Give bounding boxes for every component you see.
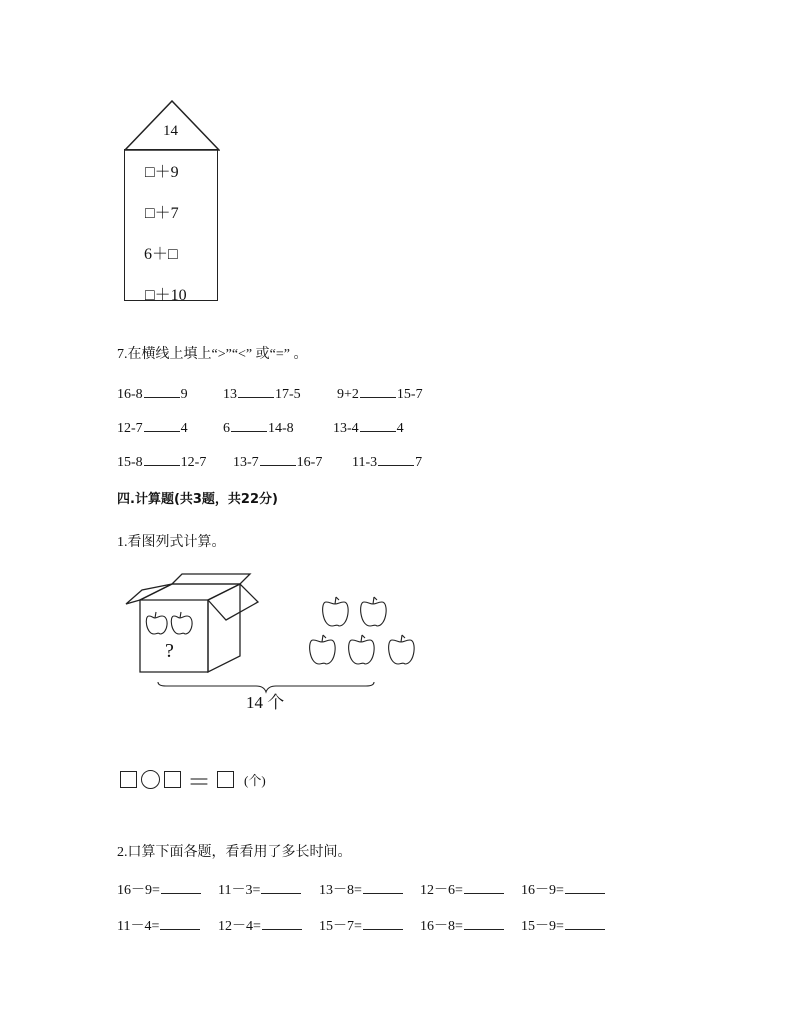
answer-blank[interactable] xyxy=(261,881,301,894)
q2-item: 16－8= xyxy=(420,917,505,934)
unit-label: (个) xyxy=(244,773,266,788)
q7-item: 13-7 16-7 xyxy=(233,455,323,470)
house-line: □＋9 xyxy=(145,164,179,181)
answer-box[interactable] xyxy=(217,771,234,788)
q7-title: 7.在横线上填上“>”“<” 或“=” 。 xyxy=(117,347,308,362)
q7-item: 13 17-5 xyxy=(223,387,301,402)
q7-item: 15-8 12-7 xyxy=(117,455,207,470)
house-line: □＋7 xyxy=(145,205,179,222)
answer-blank[interactable] xyxy=(378,453,414,466)
q2-item: 13－8= xyxy=(319,881,404,898)
answer-blank[interactable] xyxy=(464,917,504,930)
answer-blank[interactable] xyxy=(363,881,403,894)
q7-item: 11-3 7 xyxy=(352,455,423,470)
answer-blank[interactable] xyxy=(464,881,504,894)
equals-sign: ＝ xyxy=(187,770,211,796)
q2-item: 11－4= xyxy=(117,917,201,934)
total-brace xyxy=(156,680,376,694)
answer-blank[interactable] xyxy=(260,453,296,466)
q2-item: 16－9= xyxy=(521,881,606,898)
answer-blank[interactable] xyxy=(565,881,605,894)
answer-blank[interactable] xyxy=(231,419,267,432)
q7-item: 12-7 4 xyxy=(117,421,188,436)
answer-blank[interactable] xyxy=(262,917,302,930)
q1-title: 1.看图列式计算。 xyxy=(117,535,226,550)
apples-illustration xyxy=(306,594,426,670)
house-body xyxy=(124,149,218,304)
house-line: 6＋□ xyxy=(144,246,178,263)
answer-box[interactable] xyxy=(120,771,137,788)
answer-blank[interactable] xyxy=(161,881,201,894)
answer-blank[interactable] xyxy=(363,917,403,930)
house-line: □＋10 xyxy=(145,287,187,304)
box-question-mark: ? xyxy=(165,640,174,662)
q2-item: 11－3= xyxy=(218,881,302,898)
answer-blank[interactable] xyxy=(144,385,180,398)
q7-item: 9+2 15-7 xyxy=(337,387,423,402)
total-label: 14 个 xyxy=(246,693,285,712)
q2-title: 2.口算下面各题，看看用了多长时间。 xyxy=(117,845,352,860)
q2-item: 16－9= xyxy=(117,881,202,898)
answer-blank[interactable] xyxy=(565,917,605,930)
answer-blank[interactable] xyxy=(144,453,180,466)
answer-blank[interactable] xyxy=(360,419,396,432)
equation-row xyxy=(120,762,266,797)
q7-item: 6 14-8 xyxy=(223,421,294,436)
section-heading: 四.计算题(共3题，共22分) xyxy=(117,492,278,507)
answer-blank[interactable] xyxy=(144,419,180,432)
answer-blank[interactable] xyxy=(238,385,274,398)
q2-item: 12－4= xyxy=(218,917,303,934)
answer-box[interactable] xyxy=(164,771,181,788)
box-illustration xyxy=(122,572,262,678)
answer-blank[interactable] xyxy=(160,917,200,930)
q2-item: 15－7= xyxy=(319,917,404,934)
q2-item: 12－6= xyxy=(420,881,505,898)
q7-item: 13-4 4 xyxy=(333,421,404,436)
q2-item: 15－9= xyxy=(521,917,606,934)
answer-blank[interactable] xyxy=(360,385,396,398)
q7-item: 16-8 9 xyxy=(117,387,188,402)
house-roof-number: 14 xyxy=(163,123,178,139)
operator-circle[interactable] xyxy=(141,770,160,789)
